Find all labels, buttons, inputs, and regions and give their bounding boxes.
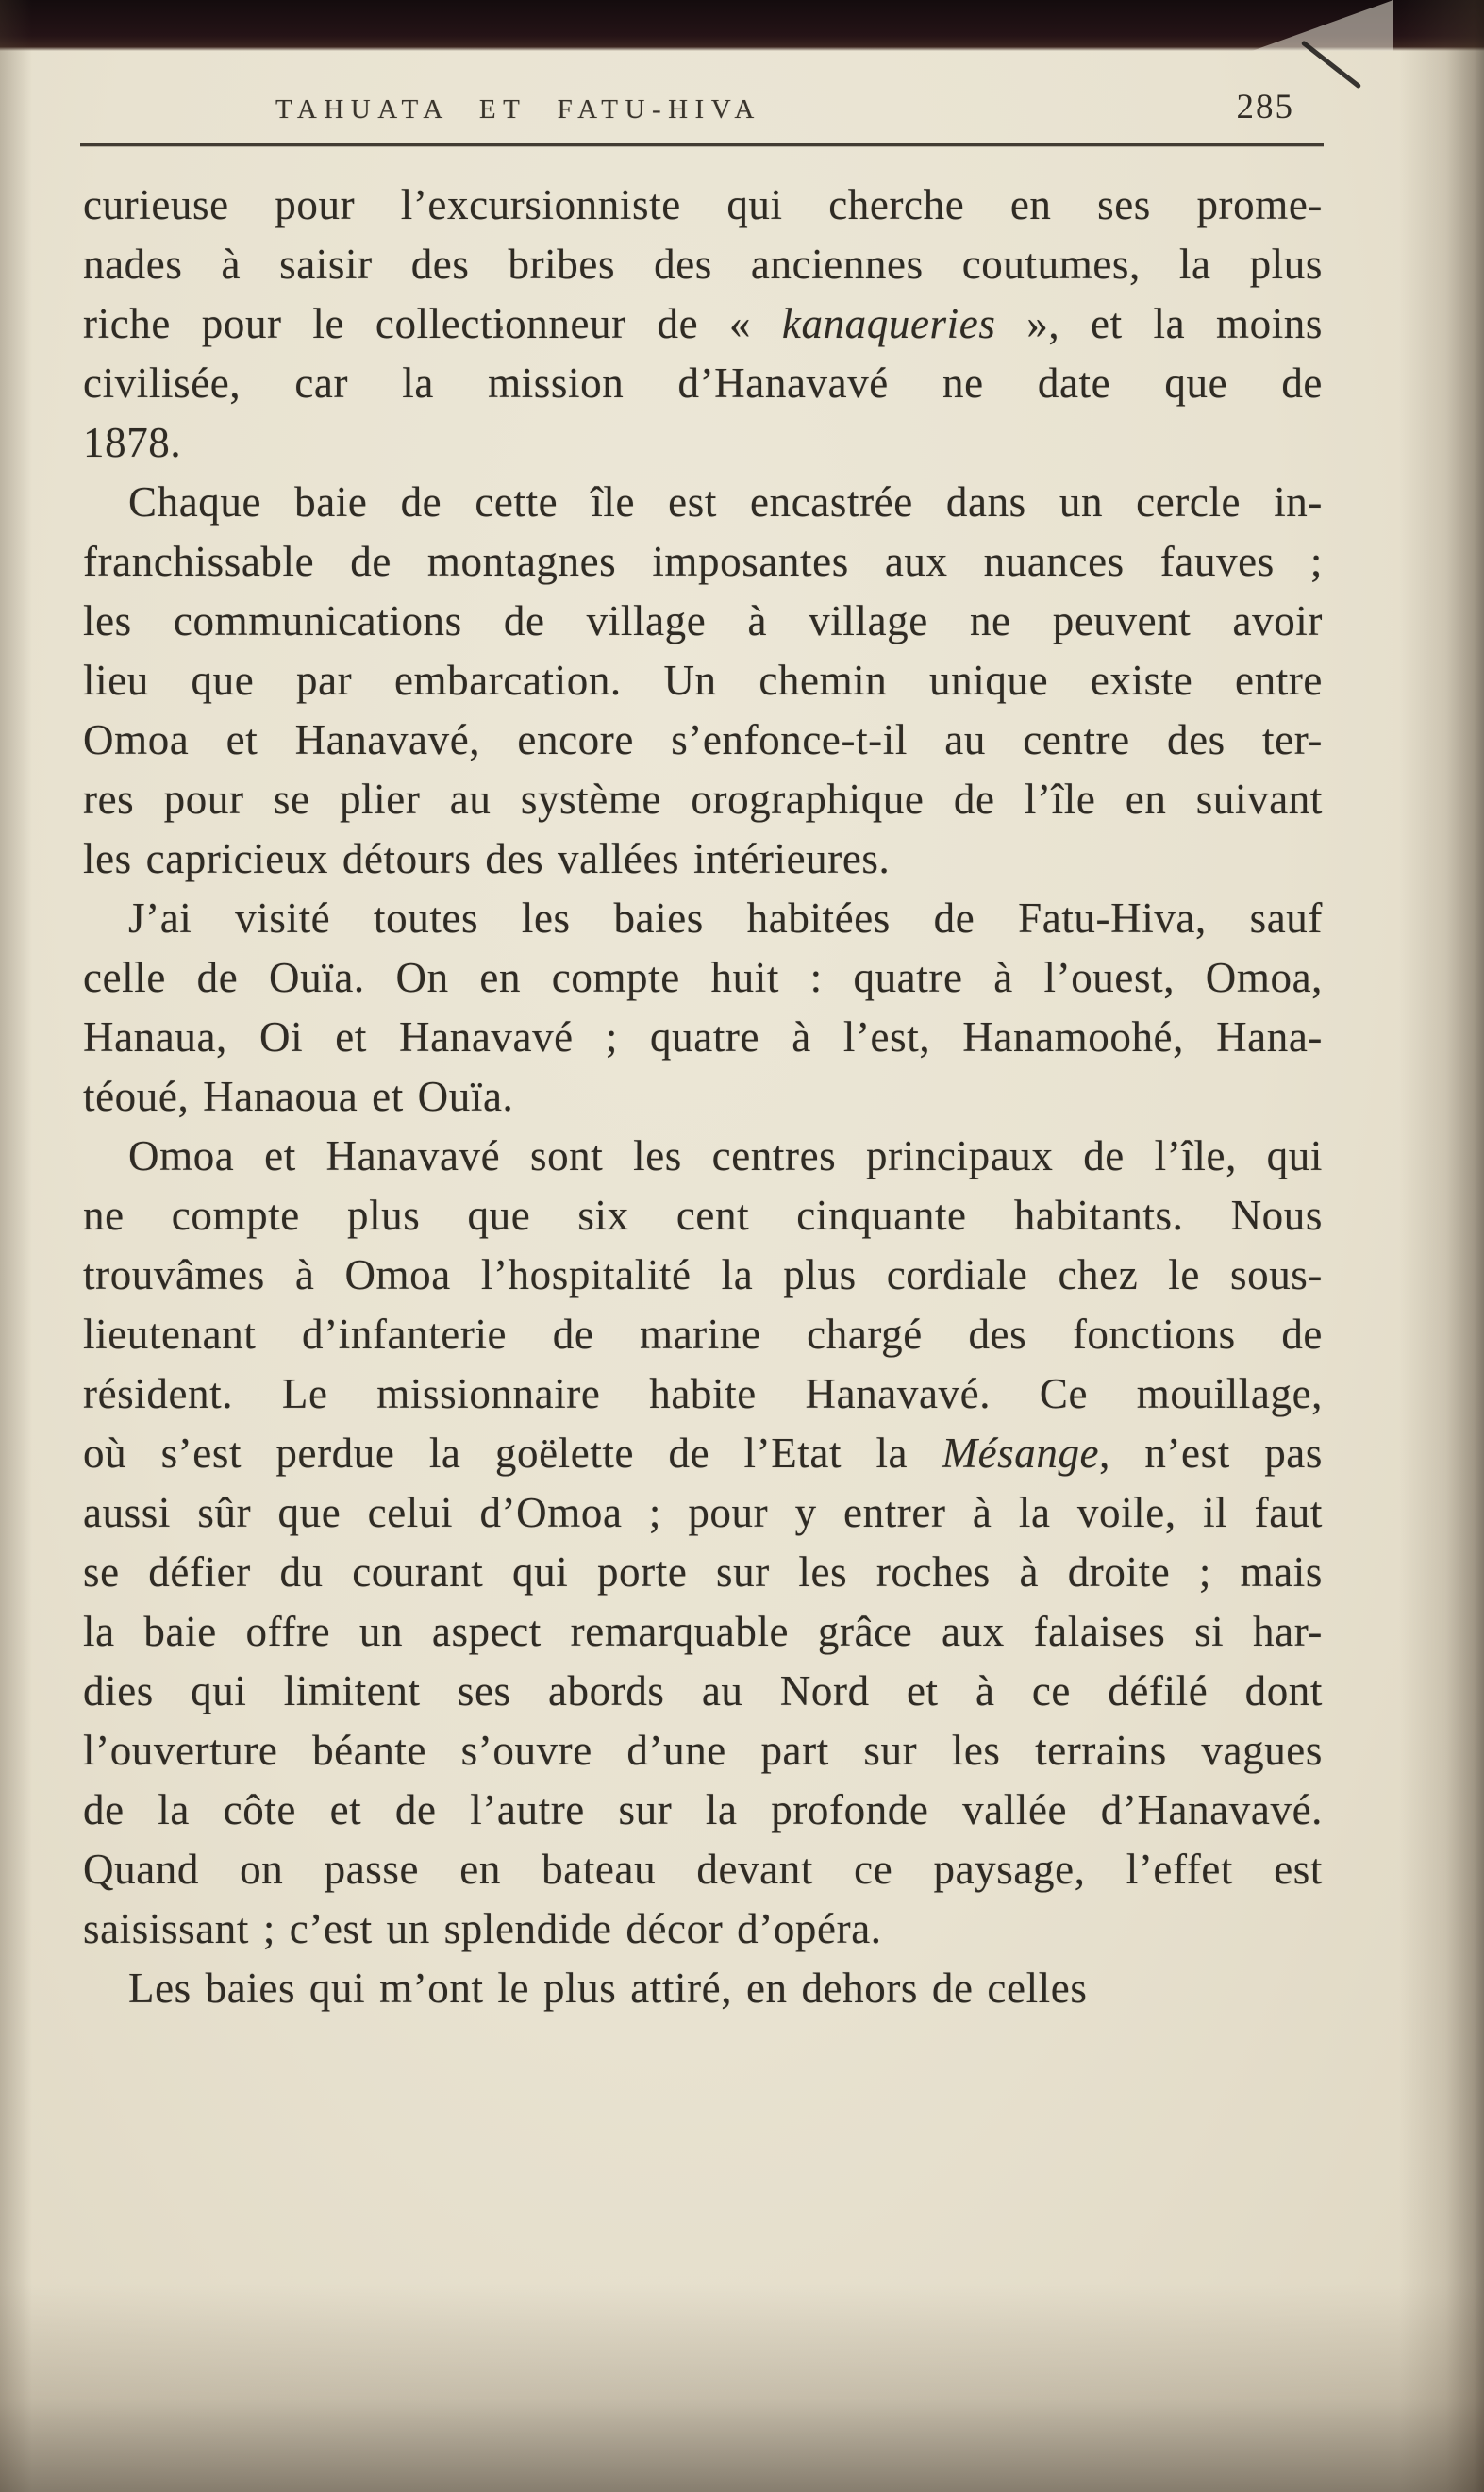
text-run: lieu que par embarcation. Un chemin unique existe entre [83, 657, 1323, 704]
text-line [83, 1008, 1323, 1067]
text-run: la baie offre un aspect remarquable grâce aux falaises si har- [83, 1608, 1323, 1655]
text-run: 1878. [83, 419, 182, 466]
page-edge-shadow-bottom [0, 2284, 1484, 2492]
paragraph [83, 889, 1323, 1127]
scan-edge-wedge [1252, 0, 1393, 51]
text-line [83, 354, 1323, 413]
text-line [83, 1483, 1323, 1543]
text-line [83, 1602, 1323, 1662]
text-run: Chaque baie de cette île est encastrée dans un cercle in- [128, 478, 1323, 526]
page-edge-shadow-left [0, 0, 32, 2492]
text-line [83, 1424, 1323, 1483]
paragraph [83, 473, 1323, 889]
text-line [83, 1305, 1323, 1364]
page-edge-shadow-right [1399, 0, 1484, 2492]
text-run: trouvâmes à Omoa l’hospitalité la plus cordiale chez le sous- [83, 1251, 1323, 1298]
page-text [83, 176, 1323, 2018]
text-line [83, 532, 1323, 592]
text-run: Hanaua, Oi et Hanavavé ; quatre à l’est, Hanamoohé, Hana- [83, 1013, 1323, 1061]
paragraph [83, 1959, 1323, 2018]
text-run: lieutenant d’infanterie de marine chargé des fonctions de [83, 1311, 1323, 1358]
text-run: saisissant ; c’est un splendide décor d’opéra. [83, 1905, 882, 1952]
text-line [83, 294, 1323, 354]
text-line [83, 948, 1323, 1008]
text-run: Omoa et Hanavavé sont les centres principaux de l’île, qui [128, 1132, 1323, 1179]
text-run: téoué, Hanaoua et Ouïa. [83, 1073, 514, 1120]
text-line [83, 473, 1323, 532]
text-line [83, 176, 1323, 235]
text-run: les communications de village à village ne peuvent avoir [83, 597, 1323, 644]
text-line [83, 1781, 1323, 1840]
text-run: res pour se plier au système orographique de l’île en suivant [83, 776, 1323, 823]
text-line [83, 235, 1323, 294]
text-run: Omoa et Hanavavé, encore s’enfonce-t-il au centre des ter- [83, 716, 1323, 763]
page-number: 285 [1236, 88, 1294, 126]
text-run: celle de Ouïa. On en compte huit : quatre à l’ouest, Omoa, [83, 954, 1323, 1001]
text-run: se défier du courant qui porte sur les roches à droite ; mais [83, 1548, 1323, 1596]
text-run: J’ai visité toutes les baies habitées de Fatu-Hiva, sauf [128, 895, 1323, 942]
paragraph [83, 176, 1323, 473]
text-run: ne compte plus que six cent cinquante habitants. Nous [83, 1192, 1323, 1239]
text-line [83, 1899, 1323, 1959]
text-line [83, 711, 1323, 770]
header-rule [80, 143, 1324, 146]
italic-text: Mésange [942, 1430, 1100, 1477]
scan-top-edge [0, 0, 1484, 51]
text-run: où s’est perdue la goëlette de l’Etat la [83, 1430, 942, 1477]
text-line [83, 1246, 1323, 1305]
text-line [83, 651, 1323, 711]
text-run: Les baies qui m’ont le plus attiré, en dehors de celles [128, 1965, 1088, 2012]
paragraph [83, 1127, 1323, 1959]
text-line [83, 1364, 1323, 1424]
text-run: résident. Le missionnaire habite Hanavavé. Ce mouillage, [83, 1370, 1323, 1417]
italic-text: kanaqueries [781, 300, 996, 347]
text-line [83, 770, 1323, 829]
text-run: franchissable de montagnes imposantes aux nuances fauves ; [83, 538, 1323, 585]
text-line [83, 1721, 1323, 1781]
text-run: , n’est pas [1099, 1430, 1323, 1477]
text-line [83, 1840, 1323, 1899]
running-header-title: TAHUATA ET FATU-HIVA [275, 94, 761, 125]
text-run: l’ouverture béante s’ouvre d’une part sur les terrains vagues [83, 1727, 1323, 1774]
text-line [83, 1959, 1323, 2018]
text-run: nades à saisir des bribes des anciennes coutumes, la plus [83, 241, 1323, 288]
text-line [83, 1662, 1323, 1721]
text-line [83, 889, 1323, 948]
text-run: riche pour le collectionneur de « [83, 300, 782, 347]
text-line [83, 1186, 1323, 1246]
text-line [83, 1127, 1323, 1186]
text-line [83, 413, 1323, 473]
text-line [83, 1067, 1323, 1127]
text-line [83, 1543, 1323, 1602]
text-run: de la côte et de l’autre sur la profonde vallée d’Hanavavé. [83, 1786, 1323, 1833]
text-run: civilisée, car la mission d’Hanavavé ne date que de [83, 360, 1323, 407]
text-run: dies qui limitent ses abords au Nord et à ce défilé dont [83, 1667, 1323, 1714]
text-run: aussi sûr que celui d’Omoa ; pour y entrer à la voile, il faut [83, 1489, 1323, 1536]
text-run: curieuse pour l’excursionniste qui cherche en ses prome- [83, 181, 1323, 228]
text-run: Quand on passe en bateau devant ce paysage, l’effet est [83, 1846, 1323, 1893]
text-run: les capricieux détours des vallées intérieures. [83, 835, 891, 882]
text-line [83, 592, 1323, 651]
text-run: », et la moins [995, 300, 1324, 347]
text-line [83, 829, 1323, 889]
